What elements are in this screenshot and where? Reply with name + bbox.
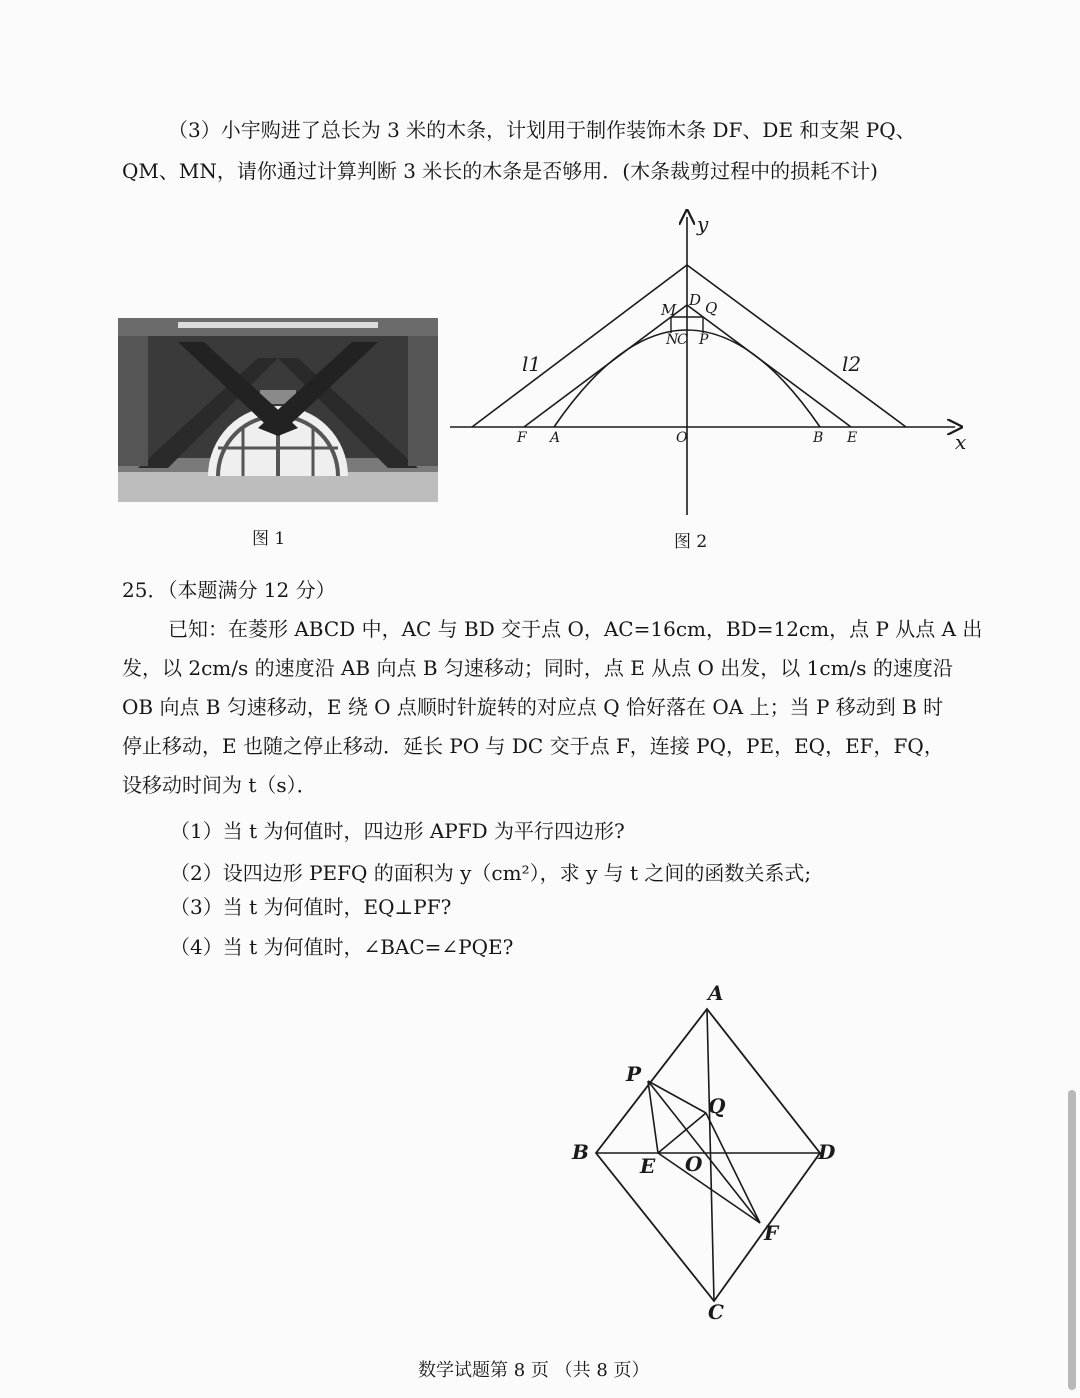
label-l2: l2 xyxy=(842,352,862,376)
q25-line1: 已知：在菱形 ABCD 中，AC 与 BD 交于点 O，AC=16cm，BD=12cm，点 P 从点 A 出 xyxy=(168,617,983,641)
label-C: C xyxy=(677,332,688,348)
label-P: P xyxy=(699,332,709,348)
label-E: E xyxy=(847,430,858,446)
segment-EQ xyxy=(658,1113,706,1153)
q25-line3: OB 向点 B 匀速移动，E 绕 O 点顺时针旋转的对应点 Q 恰好落在 OA 上；当 P 移动到 B 时 xyxy=(122,695,944,719)
line-l2 xyxy=(687,265,906,427)
label-B: B xyxy=(813,430,824,446)
q25-item-4: （4）当 t 为何值时，∠BAC=∠PQE? xyxy=(170,935,514,959)
label-P: P xyxy=(626,1062,642,1086)
q25-item-2: （2）设四边形 PEFQ 的面积为 y（cm²），求 y 与 t 之间的函数关系式; xyxy=(170,861,812,885)
figure1-caption: 图 1 xyxy=(252,529,286,549)
page-footer: 数学试题第 8 页 （共 8 页） xyxy=(418,1360,650,1381)
label-D: D xyxy=(818,1140,836,1164)
line-l1 xyxy=(472,265,687,427)
label-l1: l1 xyxy=(522,352,542,376)
segment-PF xyxy=(648,1081,760,1223)
label-Q: Q xyxy=(705,299,718,317)
q25-heading: 25．（本题满分 12 分） xyxy=(122,578,336,602)
label-Q: Q xyxy=(708,1094,726,1118)
label-x: x xyxy=(955,430,967,454)
figure3-rhombus xyxy=(560,975,860,1330)
label-F: F xyxy=(764,1221,779,1245)
scrollbar[interactable] xyxy=(1068,1090,1076,1390)
label-y: y xyxy=(697,212,709,236)
q25-item-3: （3）当 t 为何值时，EQ⊥PF? xyxy=(170,895,452,919)
q24-part3-line2: QM、MN，请你通过计算判断 3 米长的木条是否够用．(木条裁剪过程中的损耗不计) xyxy=(122,159,878,183)
label-M: M xyxy=(661,301,677,319)
label-D: D xyxy=(689,291,702,309)
label-A: A xyxy=(708,981,724,1005)
figure2-diagram xyxy=(440,205,980,525)
label-A: A xyxy=(550,430,561,446)
label-O: O xyxy=(685,1152,703,1176)
figure1-photo xyxy=(118,318,438,502)
q25-line4: 停止移动，E 也随之停止移动．延长 PO 与 DC 交于点 F，连接 PQ，PE，EQ，EF，FQ， xyxy=(122,734,944,758)
q24-part3-line1: （3）小宇购进了总长为 3 米的木条，计划用于制作装饰木条 DF、DE 和支架 PQ、 xyxy=(168,118,916,142)
label-N: N xyxy=(666,332,679,348)
q25-line5: 设移动时间为 t（s）． xyxy=(122,773,317,797)
segment-EF xyxy=(658,1153,760,1223)
label-F: F xyxy=(517,430,527,446)
diagonal-AC xyxy=(707,1009,714,1301)
q25-item-1: （1）当 t 为何值时，四边形 APFD 为平行四边形? xyxy=(170,819,625,843)
q25-line2: 发，以 2cm/s 的速度沿 AB 向点 B 匀速移动；同时，点 E 从点 O 出发，以 1cm/s 的速度沿 xyxy=(122,656,953,680)
segment-FQ xyxy=(706,1113,760,1223)
figure2-caption: 图 2 xyxy=(674,532,708,552)
label-C: C xyxy=(708,1300,724,1324)
segment-PQ xyxy=(648,1081,706,1113)
label-E: E xyxy=(640,1154,656,1178)
label-O: O xyxy=(676,430,688,446)
label-B: B xyxy=(572,1140,589,1164)
